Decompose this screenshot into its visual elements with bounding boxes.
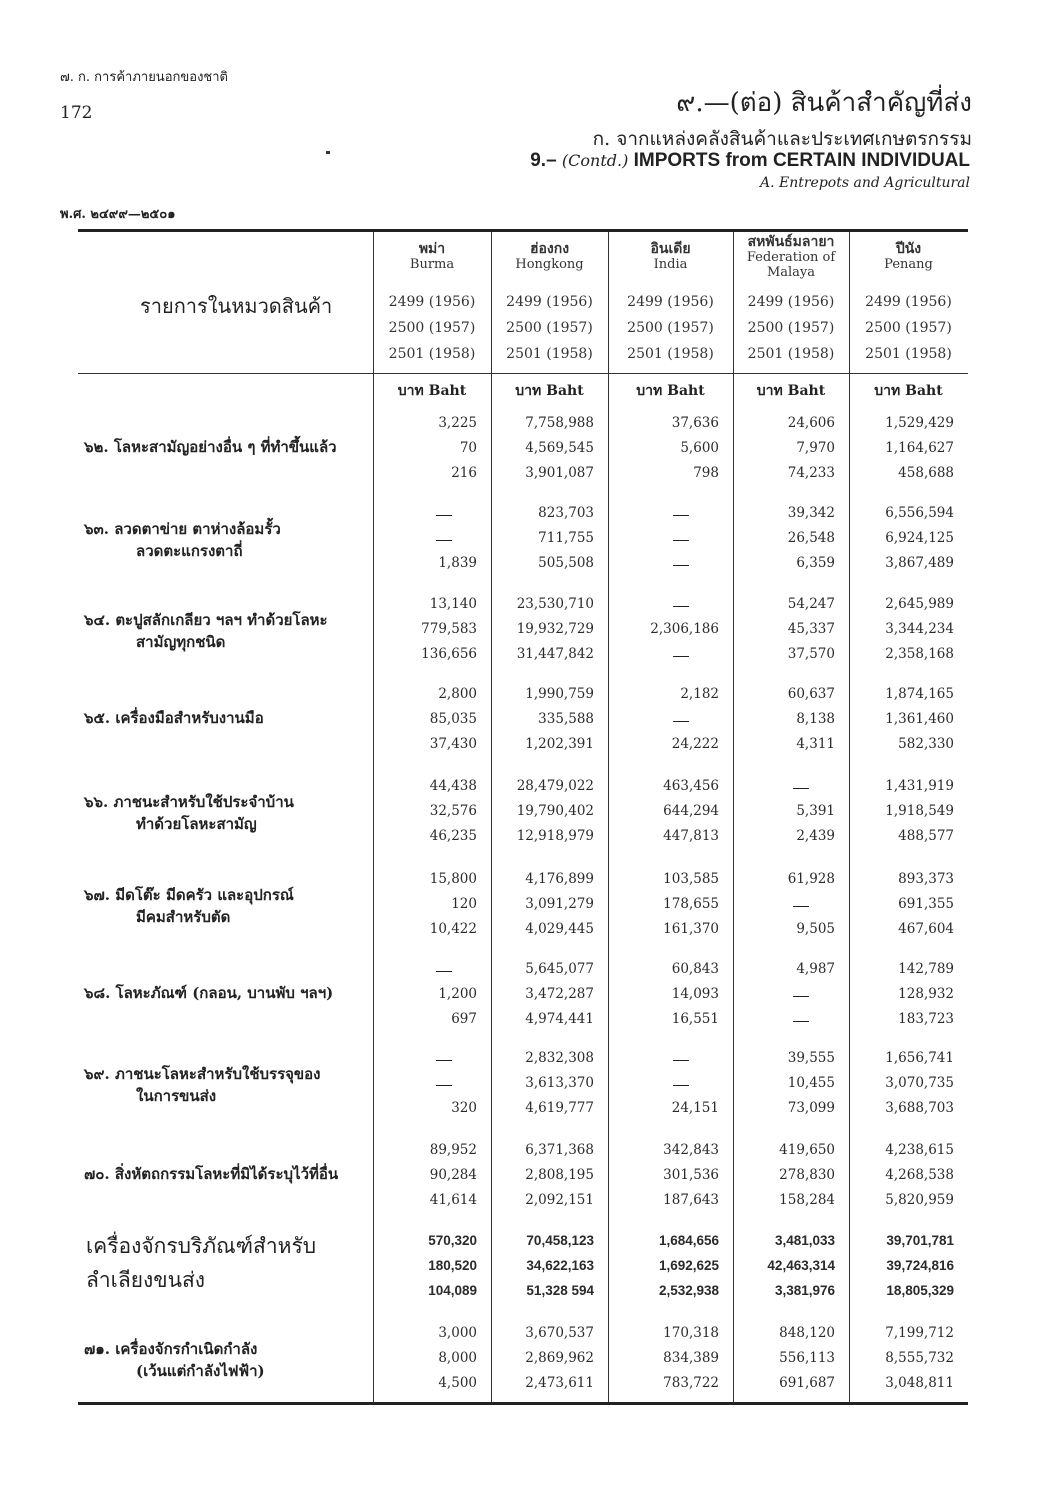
table-cell: 158,284 [779, 1192, 835, 1208]
table-cell: 3,901,087 [525, 465, 594, 481]
row-label-line: ๗๐. สิ่งหัตถกรรมโลหะที่มิได้ระบุไว้ที่อื่น [84, 1165, 339, 1183]
empty-value-dash [673, 721, 689, 722]
table-cell: 488,577 [898, 828, 954, 844]
year-label: 2501 (1958) [865, 346, 952, 362]
table-cell: 1,656,741 [885, 1050, 954, 1066]
table-cell: 1,202,391 [525, 736, 594, 752]
thai-title: ๙.—(ต่อ) สินค้าสำคัญที่ส่ง [676, 88, 972, 118]
table-cell: 120 [451, 896, 477, 912]
column-header-india [608, 242, 733, 272]
row-label-line: ในการขนส่ง [136, 1086, 217, 1105]
table-cell: 505,508 [538, 555, 594, 571]
table-cell: 2,869,962 [525, 1350, 594, 1366]
table-cell: 1,839 [438, 555, 477, 571]
table-cell: 5,391 [796, 803, 835, 819]
table-cell: 8,000 [438, 1350, 477, 1366]
english-title-contd: (Contd.) [561, 151, 629, 170]
row-label-line: ๗๑. เครื่องจักรกำเนิดกำลัง [84, 1339, 258, 1358]
table-cell: 128,932 [898, 986, 954, 1002]
table-cell: 711,755 [538, 530, 594, 546]
table-cell: 24,151 [671, 1100, 719, 1116]
imports-table [78, 229, 968, 1405]
table-cell: 39,342 [787, 505, 835, 521]
column-header-th: พม่า [418, 241, 446, 257]
year-label: 2501 (1958) [627, 346, 714, 362]
table-cell: 39,701,781 [886, 1233, 954, 1248]
table-cell: 41,614 [429, 1192, 477, 1208]
table-cell: 16,551 [671, 1011, 719, 1027]
column-header-th: ปีนัง [895, 241, 922, 257]
table-cell: 447,813 [663, 828, 719, 844]
column-header-en: India [653, 257, 688, 272]
row-label [84, 884, 369, 928]
year-label: 2500 (1957) [865, 320, 952, 336]
year-label: 2499 (1956) [627, 294, 714, 310]
table-cell: 216 [451, 465, 477, 481]
empty-value-dash [673, 540, 689, 541]
table-cell: 4,569,545 [525, 440, 594, 456]
table-cell: 4,176,899 [525, 871, 594, 887]
row-label-line: เครื่องจักรบริภัณฑ์สำหรับ [86, 1234, 317, 1258]
row-label [84, 436, 369, 458]
table-cell: 8,138 [796, 711, 835, 727]
year-label: 2499 (1956) [506, 294, 593, 310]
column-header-th: ฮ่องกง [529, 241, 570, 257]
row-label-line: ๖๔. ตะปูสลักเกลียว ฯลฯ ทำด้วยโลหะ [84, 610, 328, 629]
page-number: 172 [60, 103, 93, 123]
column-header-burma [373, 242, 491, 272]
row-label-line: ทำด้วยโลหะสามัญ [136, 814, 257, 833]
table-cell: 9,505 [796, 921, 835, 937]
table-cell: 1,874,165 [885, 686, 954, 702]
table-cell: 19,932,729 [516, 621, 594, 637]
table-cell: 1,200 [438, 986, 477, 1002]
table-cell: 24,222 [671, 736, 719, 752]
row-label [84, 1163, 369, 1185]
table-cell: 90,284 [429, 1167, 477, 1183]
table-cell: 3,048,811 [885, 1375, 954, 1391]
table-cell: 301,536 [663, 1167, 719, 1183]
table-cell: 5,600 [680, 440, 719, 456]
row-label [84, 707, 369, 729]
table-cell: 834,389 [663, 1350, 719, 1366]
table-cell: 61,928 [787, 871, 835, 887]
table-cell: 28,479,022 [516, 778, 594, 794]
table-cell: 3,472,287 [525, 986, 594, 1002]
table-cell: 46,235 [429, 828, 477, 844]
column-header-penang [849, 242, 968, 272]
row-label [84, 518, 369, 562]
unit-label: บาท Baht [874, 383, 943, 399]
table-cell: 2,532,938 [658, 1283, 719, 1298]
table-cell: 44,438 [429, 778, 477, 794]
table-cell: 104,089 [428, 1283, 477, 1298]
table-cell: 73,099 [787, 1100, 835, 1116]
row-label-line: ลำเลียงขนส่ง [86, 1268, 206, 1292]
table-cell: 2,182 [680, 686, 719, 702]
table-cell: 187,643 [663, 1192, 719, 1208]
table-cell: 2,808,195 [525, 1167, 594, 1183]
empty-value-dash [673, 656, 689, 657]
table-cell: 4,500 [438, 1375, 477, 1391]
table-cell: 12,918,979 [516, 828, 594, 844]
table-cell: 320 [451, 1100, 477, 1116]
unit-label: บาท Baht [397, 383, 467, 399]
table-cell: 136,656 [421, 646, 477, 662]
table-cell: 170,318 [663, 1325, 719, 1341]
row-label [84, 1338, 369, 1382]
table-cell: 103,585 [663, 871, 719, 887]
empty-value-dash [673, 565, 689, 566]
table-cell: 3,613,370 [525, 1075, 594, 1091]
table-cell: 4,238,615 [885, 1142, 954, 1158]
year-label: 2500 (1957) [388, 320, 476, 336]
column-header-th: สหพันธ์มลายา [747, 234, 835, 250]
table-cell: 70,458,123 [526, 1233, 594, 1248]
table-cell: 7,970 [796, 440, 835, 456]
table-cell: 24,606 [787, 415, 835, 431]
table-cell: 556,113 [779, 1350, 835, 1366]
table-cell: 70 [459, 440, 477, 456]
empty-value-dash [793, 996, 809, 997]
table-cell: 4,987 [796, 961, 835, 977]
table-cell: 779,583 [421, 621, 477, 637]
column-header-en: Hongkong [515, 257, 584, 272]
table-cell: 1,918,549 [885, 803, 954, 819]
table-cell: 183,723 [898, 1011, 954, 1027]
table-cell: 178,655 [663, 896, 719, 912]
table-cell: 6,359 [796, 555, 835, 571]
row-label-line: มีคมสำหรับตัด [136, 907, 231, 926]
table-cell: 3,070,735 [885, 1075, 954, 1091]
table-cell: 19,790,402 [516, 803, 594, 819]
table-cell: 42,463,314 [767, 1258, 835, 1273]
table-cell: 45,337 [787, 621, 835, 637]
unit-label: บาท Baht [636, 383, 705, 399]
table-cell: 3,091,279 [525, 896, 594, 912]
table-cell: 4,974,441 [525, 1011, 594, 1027]
table-cell: 1,692,625 [658, 1258, 719, 1273]
year-label: 2501 (1958) [388, 346, 476, 362]
row-label-line: ๖๘. โลหะภัณฑ์ (กลอน, บานพับ ฯลฯ) [84, 984, 334, 1002]
year-label: 2501 (1958) [506, 346, 593, 362]
table-cell: 2,800 [438, 686, 477, 702]
table-cell: 4,268,538 [885, 1167, 954, 1183]
header-divider [78, 373, 968, 374]
table-cell: 582,330 [898, 736, 954, 752]
table-cell: 697 [451, 1011, 477, 1027]
table-cell: 32,576 [429, 803, 477, 819]
row-label [84, 982, 369, 1004]
table-cell: 467,604 [898, 921, 954, 937]
table-cell: 37,570 [787, 646, 835, 662]
english-title-number: 9.– [530, 150, 557, 171]
table-cell: 60,637 [787, 686, 835, 702]
table-cell: 51,328 594 [526, 1283, 594, 1298]
table-cell: 6,924,125 [885, 530, 954, 546]
column-header-en: Federation of Malaya [746, 250, 836, 280]
table-cell: 37,636 [671, 415, 719, 431]
table-cell: 335,588 [538, 711, 594, 727]
table-cell: 893,373 [898, 871, 954, 887]
table-cell: 1,684,656 [658, 1233, 719, 1248]
table-cell: 463,456 [663, 778, 719, 794]
table-cell: 1,529,429 [885, 415, 954, 431]
table-cell: 458,688 [898, 465, 954, 481]
table-cell: 89,952 [429, 1142, 477, 1158]
table-cell: 2,092,151 [525, 1192, 594, 1208]
table-cell: 13,140 [429, 596, 477, 612]
empty-value-dash [673, 515, 689, 516]
row-label-line: ลวดตะแกรงตาถี่ [136, 541, 243, 560]
table-cell: 18,805,329 [886, 1283, 954, 1298]
table-cell: 7,199,712 [885, 1325, 954, 1341]
empty-value-dash [793, 1021, 809, 1022]
row-label-line: สามัญทุกชนิด [136, 632, 226, 651]
table-cell: 2,358,168 [885, 646, 954, 662]
table-cell: 15,800 [429, 871, 477, 887]
unit-label: บาท Baht [756, 383, 826, 399]
column-header-en: Penang [884, 257, 933, 272]
table-cell: 2,645,989 [885, 596, 954, 612]
row-label [84, 1063, 369, 1107]
year-label: 2499 (1956) [865, 294, 952, 310]
table-cell: 34,622,163 [526, 1258, 594, 1273]
table-cell: 2,832,308 [525, 1050, 594, 1066]
row-label-line: ๖๓. ลวดตาข่าย ตาห่างล้อมรั้ว [84, 519, 281, 538]
column-header-en: Burma [409, 257, 455, 272]
empty-value-dash [436, 1085, 452, 1086]
table-cell: 278,830 [779, 1167, 835, 1183]
table-cell: 2,439 [796, 828, 835, 844]
table-cell: 3,867,489 [885, 555, 954, 571]
table-cell: 3,670,537 [525, 1325, 594, 1341]
table-cell: 570,320 [428, 1233, 477, 1248]
row-label [86, 1229, 371, 1297]
section-label: ๗. ก. การค้าภายนอกของชาติ [60, 70, 228, 85]
empty-value-dash [793, 788, 809, 789]
empty-value-dash [436, 971, 452, 972]
table-cell: 2,306,186 [650, 621, 719, 637]
table-cell: 4,619,777 [525, 1100, 594, 1116]
row-label [84, 791, 369, 835]
table-cell: 31,447,842 [516, 646, 594, 662]
table-cell: 4,311 [796, 736, 835, 752]
table-cell: 6,556,594 [885, 505, 954, 521]
row-label [84, 609, 369, 653]
row-label-line: ๖๕. เครื่องมือสำหรับงานมือ [84, 709, 264, 727]
empty-value-dash [793, 906, 809, 907]
table-cell: 37,430 [429, 736, 477, 752]
table-cell: 1,361,460 [885, 711, 954, 727]
unit-label: บาท Baht [515, 383, 584, 399]
table-cell: 6,371,368 [525, 1142, 594, 1158]
row-label-line: (เว้นแต่กำลังไฟฟ้า) [136, 1361, 265, 1380]
table-cell: 3,000 [438, 1325, 477, 1341]
table-cell: 848,120 [779, 1325, 835, 1341]
empty-value-dash [673, 1060, 689, 1061]
table-cell: 39,555 [787, 1050, 835, 1066]
empty-value-dash [673, 1085, 689, 1086]
column-header-th: อินเดีย [650, 241, 691, 257]
row-header: รายการในหมวดสินค้า [140, 294, 333, 318]
table-cell: 8,555,732 [885, 1350, 954, 1366]
row-label-line: ๖๒. โลหะสามัญอย่างอื่น ๆ ที่ทำขึ้นแล้ว [84, 438, 337, 456]
table-cell: 3,344,234 [885, 621, 954, 637]
table-cell: 1,431,919 [885, 778, 954, 794]
thai-subtitle: ก. จากแหล่งคลังสินค้าและประเทศเกษตรกรรม [592, 128, 972, 150]
english-title-main: IMPORTS from CERTAIN INDIVIDUAL [633, 150, 970, 171]
year-label: 2499 (1956) [388, 294, 476, 310]
table-cell: 5,645,077 [525, 961, 594, 977]
table-cell: 7,758,988 [525, 415, 594, 431]
table-cell: 1,990,759 [525, 686, 594, 702]
table-cell: 3,225 [438, 415, 477, 431]
empty-value-dash [436, 1060, 452, 1061]
table-cell: 180,520 [428, 1258, 477, 1273]
year-label: 2500 (1957) [747, 320, 835, 336]
year-label: 2499 (1956) [747, 294, 835, 310]
table-cell: 783,722 [663, 1375, 719, 1391]
table-cell: 10,422 [429, 921, 477, 937]
row-label-line: ๖๗. มีดโต๊ะ มีดครัว และอุปกรณ์ [84, 885, 294, 904]
table-cell: 2,473,611 [525, 1375, 594, 1391]
table-cell: 3,688,703 [885, 1100, 954, 1116]
year-label: 2500 (1957) [506, 320, 593, 336]
empty-value-dash [673, 606, 689, 607]
year-label: 2501 (1958) [747, 346, 835, 362]
table-cell: 823,703 [538, 505, 594, 521]
table-cell: 85,035 [429, 711, 477, 727]
table-cell: 60,843 [671, 961, 719, 977]
table-cell: 419,650 [779, 1142, 835, 1158]
table-cell: 142,789 [898, 961, 954, 977]
english-subtitle: A. Entrepots and Agricultural [759, 175, 970, 191]
row-label-line: ๖๖. ภาชนะสำหรับใช้ประจำบ้าน [84, 792, 294, 811]
table-cell: 4,029,445 [525, 921, 594, 937]
table-cell: 10,455 [787, 1075, 835, 1091]
table-cell: 644,294 [663, 803, 719, 819]
column-header-malaya [733, 235, 849, 280]
table-cell: 1,164,627 [885, 440, 954, 456]
year-label: 2500 (1957) [627, 320, 714, 336]
table-cell: 26,548 [787, 530, 835, 546]
english-title [530, 150, 970, 172]
table-cell: 23,530,710 [516, 596, 594, 612]
table-cell: 14,093 [671, 986, 719, 1002]
table-cell: 39,724,816 [886, 1258, 954, 1273]
table-cell: 161,370 [663, 921, 719, 937]
table-cell: 342,843 [663, 1142, 719, 1158]
table-cell: 54,247 [787, 596, 835, 612]
table-cell: 74,233 [787, 465, 835, 481]
empty-value-dash [436, 540, 452, 541]
column-header-hongkong [491, 242, 608, 272]
speck-mark [326, 151, 330, 154]
row-label-line: ๖๙. ภาชนะโลหะสำหรับใช้บรรจุของ [84, 1064, 321, 1083]
period-label: พ.ศ. ๒๔๙๙—๒๕๐๑ [60, 207, 176, 222]
table-cell: 691,355 [898, 896, 954, 912]
table-cell: 5,820,959 [885, 1192, 954, 1208]
table-cell: 798 [693, 465, 719, 481]
table-cell: 3,481,033 [774, 1233, 835, 1248]
empty-value-dash [436, 515, 452, 516]
table-cell: 3,381,976 [774, 1283, 835, 1298]
table-cell: 691,687 [779, 1375, 835, 1391]
